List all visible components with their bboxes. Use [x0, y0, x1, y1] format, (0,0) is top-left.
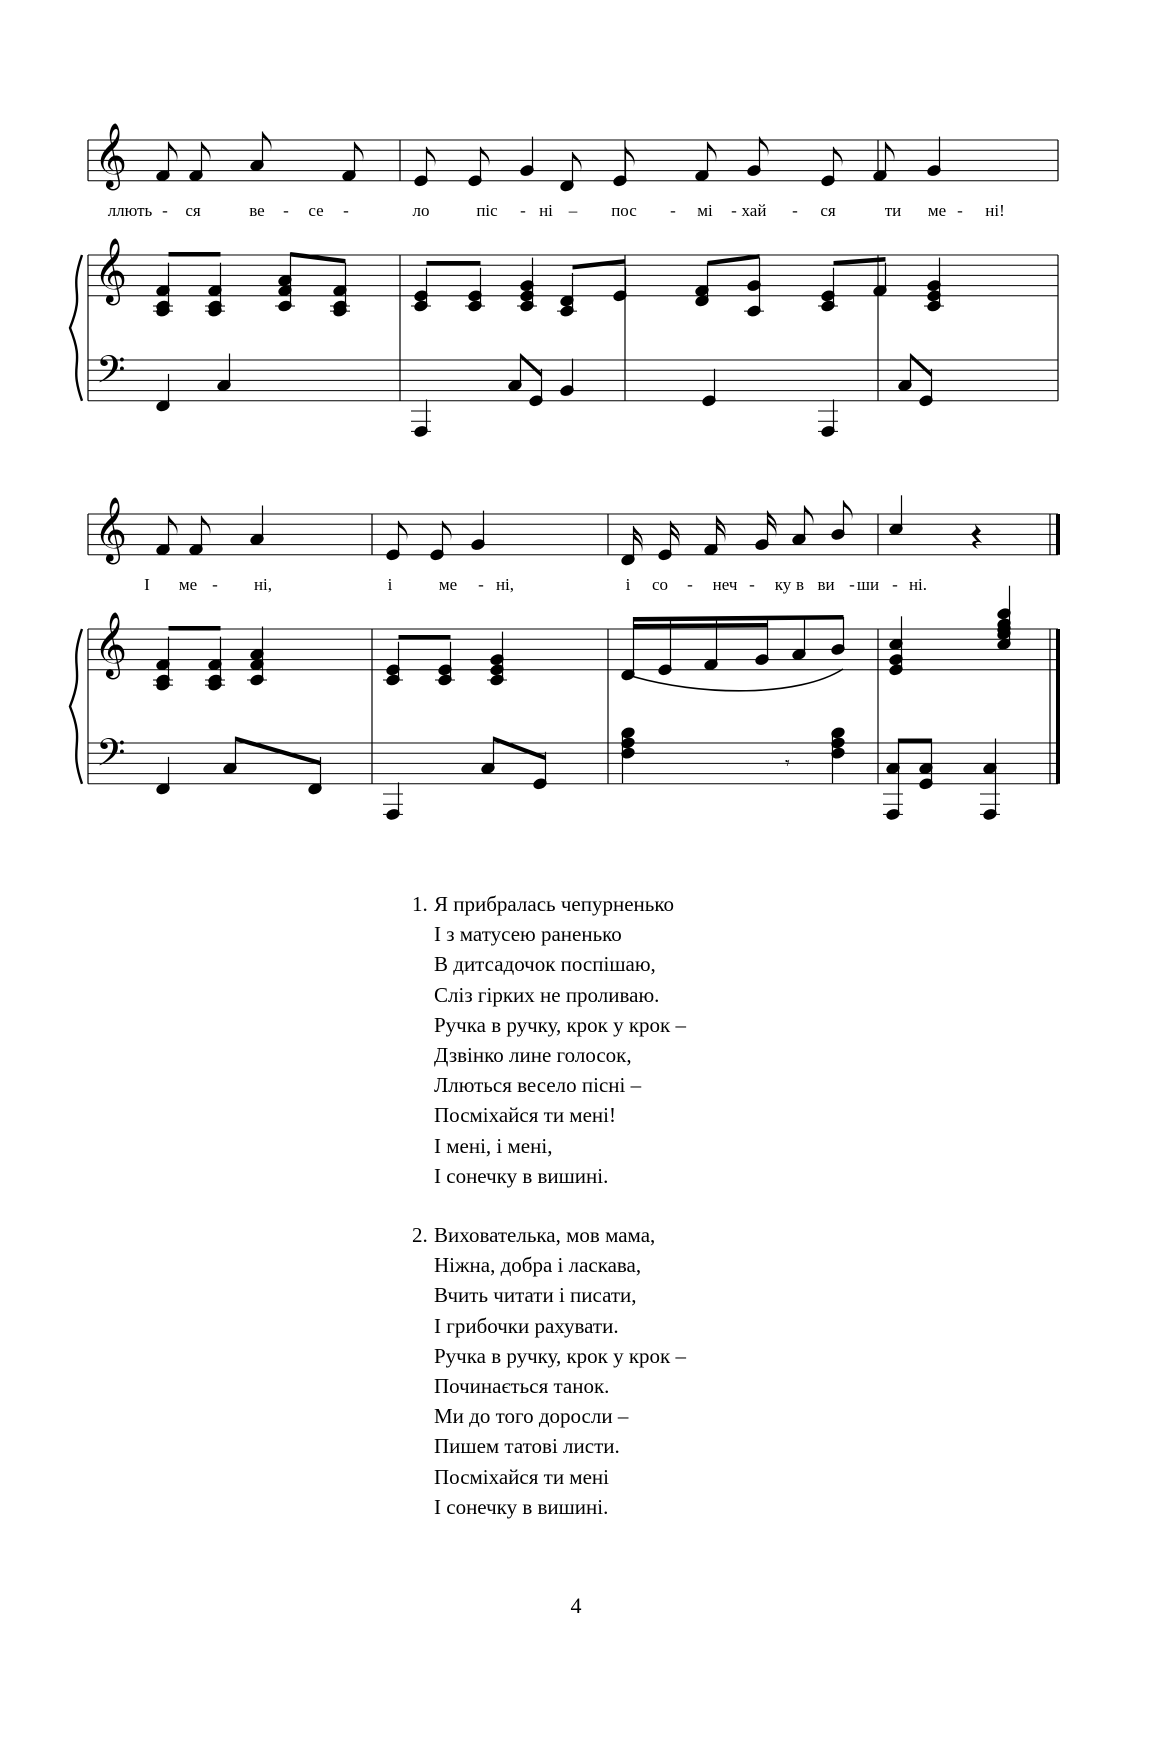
verse-line: Сліз гірких не проливаю. [434, 982, 660, 1007]
note-flag [573, 152, 582, 172]
lyric-syllable: ллють [107, 201, 153, 220]
lyric-syllable: хай [741, 201, 767, 220]
note-flag [169, 516, 178, 536]
note-beam [573, 259, 626, 270]
quarter-rest-icon [971, 524, 982, 549]
note-beam [236, 737, 321, 766]
note-flag [708, 142, 717, 162]
lyric-syllable: - [687, 575, 693, 594]
bass-clef-icon: 𝄢 [96, 730, 126, 784]
lyric-syllable: – [568, 201, 578, 220]
lyric-syllable: - [212, 575, 218, 594]
verse-line: Ніжна, добра і ласкава, [434, 1253, 642, 1278]
treble-clef-icon: 𝄞 [94, 123, 128, 188]
lyric-syllable: і [625, 575, 631, 594]
lyric-syllable: - [670, 201, 676, 220]
verse-line: І сонечку в вишині. [434, 1494, 609, 1519]
note-beam [634, 623, 768, 629]
piano-brace-icon [70, 255, 82, 401]
lyric-syllable: пос [611, 201, 637, 220]
verse-2 [412, 1220, 686, 1522]
lyric-syllable: ме [178, 575, 198, 594]
lyric-syllable: неч [712, 575, 738, 594]
lyric-syllable: ме [927, 201, 947, 220]
verse-line: І з матусею раненько [434, 922, 622, 947]
verse-line: І грибочки рахувати. [434, 1313, 619, 1338]
piano-brace-icon [70, 629, 82, 784]
treble-clef-icon: 𝄞 [94, 497, 128, 562]
lyric-syllable: - [731, 201, 737, 220]
verse-line: Починається танок. [434, 1373, 610, 1398]
verse-line: 2. Вихователька, мов мама, [412, 1220, 686, 1250]
verse-number: 2. [412, 1223, 428, 1247]
page-number: 4 [570, 1593, 582, 1618]
verse-line: І мені, і мені, [434, 1133, 553, 1158]
lyric-syllable: ши [856, 575, 880, 594]
lyric-syllable: ся [185, 201, 201, 220]
lyric-syllable: - [283, 201, 289, 220]
verse-line: 1. Я прибралась чепурненько [412, 889, 686, 919]
eighth-rest-icon: 𝄾 [785, 753, 790, 774]
verse-line: І сонечку в вишині. [434, 1163, 609, 1188]
note-flag [844, 500, 853, 520]
lyric-syllable: ви [817, 575, 835, 594]
verse-line: Посміхайся ти мені! [434, 1103, 616, 1128]
note-beam [494, 737, 546, 761]
lyric-syllable: - [749, 575, 755, 594]
lyric-syllable: І [144, 575, 150, 594]
lyric-syllable: ні, [253, 575, 273, 594]
note-beam [634, 615, 844, 622]
note-flag [355, 142, 364, 162]
note-beam [899, 739, 932, 744]
lyric-syllable: ся [820, 201, 836, 220]
lyric-syllable: - [343, 201, 349, 220]
lyric-syllable: ні. [908, 575, 928, 594]
lyric-syllable: ні, [495, 575, 515, 594]
verse-line: Посміхайся ти мені [434, 1464, 609, 1489]
note-flag [169, 142, 178, 162]
lyric-syllable: - [849, 575, 855, 594]
note-beam [427, 261, 481, 266]
lyric-syllable: - [478, 575, 484, 594]
treble-clef-icon: 𝄞 [94, 612, 128, 677]
verse-line: Ми до того доросли – [434, 1404, 629, 1429]
lyric-syllable: в [795, 575, 805, 594]
note-flag [886, 142, 895, 162]
verse-line: Ручка в ручку, крок у крок – [434, 1343, 687, 1368]
treble-clef-icon: 𝄞 [94, 238, 128, 303]
note-beam [291, 252, 346, 264]
lyric-syllable: ме [438, 575, 458, 594]
lyric-syllable: ло [412, 201, 430, 220]
lyric-syllable: - [957, 201, 963, 220]
note-beam [521, 354, 542, 378]
note-flag [805, 506, 814, 526]
note-flag [202, 142, 211, 162]
lyric-syllable: ти [884, 201, 902, 220]
lyric-syllable: піс [476, 201, 498, 220]
lyric-syllable: - [520, 201, 526, 220]
lyric-syllable: мі [697, 201, 713, 220]
lyric-syllable: се [308, 201, 324, 220]
lyric-syllable: ку [774, 575, 792, 594]
verse-1 [412, 889, 686, 1191]
bass-clef-icon: 𝄢 [96, 347, 126, 401]
lyric-syllable: - [162, 201, 168, 220]
note-beam [399, 635, 451, 640]
verse-line: Ручка в ручку, крок у крок – [434, 1012, 687, 1037]
note-beam [169, 252, 221, 257]
verse-line: Вчить читати і писати, [434, 1283, 637, 1308]
lyric-syllable: ве [249, 201, 265, 220]
lyric-syllable: со [651, 575, 669, 594]
verse-number: 1. [412, 892, 428, 916]
verse-line: Ллються весело пісні – [434, 1073, 642, 1098]
verse-line: В дитсадочок поспішаю, [434, 952, 656, 977]
note-flag [202, 516, 211, 536]
lyric-syllable: ні [539, 201, 553, 220]
note-flag [263, 132, 272, 152]
lyric-syllable: - [892, 575, 898, 594]
note-beam [911, 354, 932, 378]
lyric-syllable: і [387, 575, 393, 594]
note-beam [169, 626, 221, 631]
lyric-syllable: ні! [985, 201, 1005, 220]
lyric-syllable: - [792, 201, 798, 220]
note-beam [708, 254, 760, 266]
verse-line: Дзвінко лине голосок, [434, 1042, 632, 1067]
verse-line: Пишем татові листи. [434, 1434, 620, 1459]
